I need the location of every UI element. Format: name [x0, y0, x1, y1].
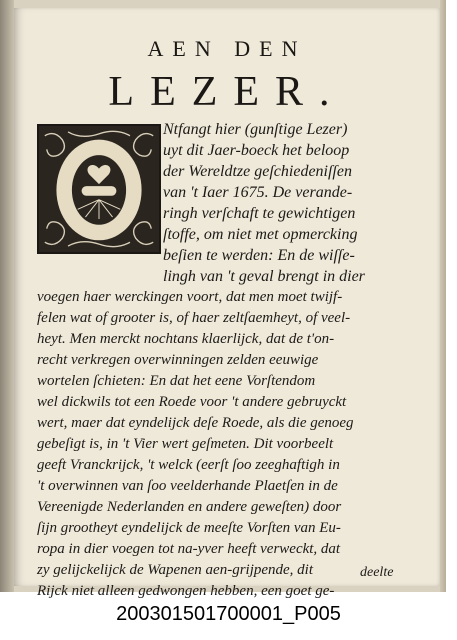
text-line: Vereenigde Nederlanden en andere geweſten) door	[37, 499, 342, 515]
heading-lezer: LEZER.	[108, 69, 346, 115]
text-line: wert, maer dat eyndelijck deſe Roede, als die genoeg	[37, 415, 354, 431]
text-line: heyt. Men merckt nochtans klaerlijck, dat de t'on-	[37, 331, 335, 347]
heading-aen-den: AEN DEN	[147, 36, 307, 61]
text-line: ropa in dier voegen tot na-yver heeft verweckt, dat	[37, 541, 341, 557]
text-line: recht verkregen overwinningen zelden eeuwige	[37, 352, 319, 368]
text-line: geeft Vranckrijck, 't welck (eerſt ſoo zeeghaftigh in	[37, 457, 340, 473]
text-line: zy gelijckelijck de Wapenen aen-grijpende, dit	[37, 562, 314, 578]
image-caption: 200301501700001_P005	[116, 603, 341, 625]
text-line: gebeſigt is, in 't Vier wert geſmeten. Dit voorbeelt	[37, 436, 334, 452]
page-edge	[440, 0, 446, 592]
text-line: beſien te werden: En de wiſſe-	[163, 247, 355, 264]
text-line: voegen haer werckingen voort, dat men moet twijf-	[37, 289, 343, 305]
text-line: wortelen ſchieten: En dat het eene Vorſtendom	[37, 373, 316, 389]
text-line: ſijn grootheyt eyndelijck de meeſte Vorſten van Eu-	[37, 520, 341, 536]
book-gutter	[0, 0, 14, 592]
page	[13, 8, 441, 599]
text-line: wel dickwils tot een Roede voor 't andere gebruyckt	[37, 394, 347, 410]
text-line: der Wereldtze geſchiedeniſſen	[163, 163, 352, 180]
text-line: lingh van 't geval brengt in dier	[163, 268, 365, 285]
text-line: ſtoffe, om niet met opmercking	[163, 226, 358, 243]
text-line: 't overwinnen van ſoo veelderhande Plaetſen in de	[37, 478, 338, 494]
text-line: uyt dit Jaer-boeck het beloop	[163, 142, 350, 159]
text-line: Rijck niet alleen gedwongen hebben, een goet ge-	[37, 583, 335, 599]
drop-cap-o-icon	[39, 126, 159, 252]
text-line: van 't Iaer 1675. De verande-	[163, 184, 353, 201]
drop-cap-ornament	[37, 124, 161, 254]
text-line: ringh verſchaft te gewichtigen	[163, 205, 356, 222]
text-line: felen wat of grooter is, of haer zeltſaemheyt, of veel-	[37, 310, 351, 326]
catchword: deelte	[360, 565, 394, 580]
text-line: Ntfangt hier (gunſtige Lezer)	[163, 121, 348, 138]
